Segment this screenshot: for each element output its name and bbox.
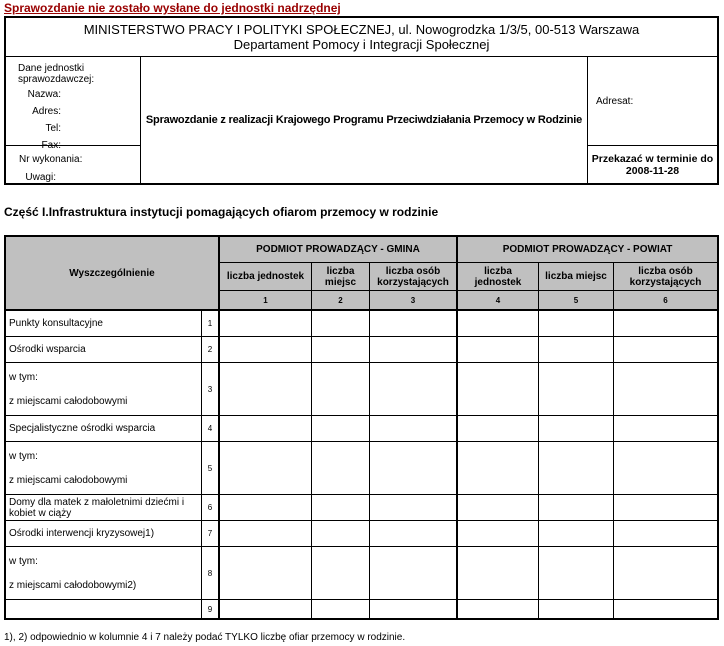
infrastructure-table	[4, 235, 719, 620]
data-cell[interactable]	[458, 311, 539, 337]
column-number-1: 1	[220, 291, 312, 309]
data-cell[interactable]	[539, 547, 614, 600]
table-row	[6, 311, 717, 337]
data-cell[interactable]	[220, 416, 312, 442]
row-number: 3	[202, 363, 220, 416]
status-banner: Sprawozdanie nie zostało wysłane do jednostki nadrzędnej	[4, 1, 341, 15]
data-cell[interactable]	[312, 547, 370, 600]
row-label: Ośrodki wsparcia	[6, 337, 202, 363]
subcol-gmina-miejsca: liczba miejsc	[312, 263, 370, 290]
footnote: 1), 2) odpowiednio w kolumnie 4 i 7 należy podać TYLKO liczbę ofiar przemocy w rodzinie.	[4, 632, 406, 643]
data-cell[interactable]	[370, 521, 458, 547]
addressee-label: Adresat:	[596, 95, 634, 107]
row-number: 9	[202, 600, 220, 618]
column-number-6: 6	[663, 295, 668, 305]
data-cell[interactable]	[370, 416, 458, 442]
row-label: w tym: z miejscami całodobowymi	[6, 363, 202, 416]
table-row	[6, 600, 717, 618]
data-cell[interactable]	[539, 416, 614, 442]
data-cell[interactable]	[312, 311, 370, 337]
execution-cell	[6, 146, 140, 183]
row-label: w tym: z miejscami całodobowymi2)	[6, 547, 202, 600]
field-label-nazwa: Nazwa:	[27, 89, 61, 100]
report-title: Sprawozdanie z realizacji Krajowego Programu Przeciwdziałania Przemocy w Rodzinie	[145, 114, 583, 126]
data-cell[interactable]	[370, 600, 458, 618]
table-body	[6, 311, 717, 618]
field-label-fax: Fax:	[41, 140, 61, 151]
table-row	[6, 442, 717, 495]
data-cell[interactable]	[312, 337, 370, 363]
data-cell[interactable]	[458, 495, 539, 521]
data-cell[interactable]	[614, 442, 717, 495]
table-row	[6, 521, 717, 547]
field-label-tel: Tel:	[45, 123, 61, 134]
row-number: 7	[202, 521, 220, 547]
reporting-unit-cell	[6, 57, 140, 151]
row-label: Punkty konsultacyjne	[6, 311, 202, 337]
data-cell[interactable]	[370, 311, 458, 337]
data-cell[interactable]	[458, 416, 539, 442]
data-cell[interactable]	[614, 337, 717, 363]
column-number-5: 5	[539, 291, 614, 309]
section-title: Część I.Infrastruktura instytucji pomagających ofiarom przemocy w rodzinie	[4, 205, 439, 219]
data-cell[interactable]	[614, 521, 717, 547]
ministry-line2: Departament Pomocy i Integracji Społecznej	[233, 37, 490, 52]
subcol-powiat-jednostki: liczba jednostek	[458, 263, 539, 290]
data-cell[interactable]	[614, 600, 717, 618]
data-cell[interactable]	[220, 442, 312, 495]
column-number-2: 2	[312, 291, 370, 309]
row-number: 8	[202, 547, 220, 600]
data-cell[interactable]	[312, 363, 370, 416]
data-cell[interactable]	[458, 521, 539, 547]
addressee-column	[587, 57, 717, 183]
data-cell[interactable]	[312, 600, 370, 618]
data-cell[interactable]	[220, 600, 312, 618]
ministry-line1: MINISTERSTWO PRACY I POLITYKI SPOŁECZNEJ, ul. Nowogrodzka 1/3/5, 00-513 Warszawa	[83, 22, 640, 37]
data-cell[interactable]	[370, 495, 458, 521]
table-header	[6, 237, 717, 311]
data-cell[interactable]	[614, 547, 717, 600]
data-cell[interactable]	[370, 442, 458, 495]
data-cell[interactable]	[370, 547, 458, 600]
deadline-line1: Przekazać w terminie do	[591, 152, 714, 165]
field-label-adres: Adres:	[32, 106, 61, 117]
column-number-3: 3	[370, 291, 458, 309]
data-cell[interactable]	[458, 363, 539, 416]
data-cell[interactable]	[539, 600, 614, 618]
header-info-area	[6, 57, 717, 183]
row-label	[6, 600, 202, 618]
data-cell[interactable]	[220, 337, 312, 363]
data-cell[interactable]	[539, 495, 614, 521]
data-cell[interactable]	[539, 363, 614, 416]
addressee-cell	[588, 57, 717, 146]
data-cell[interactable]	[614, 363, 717, 416]
table-row	[6, 363, 717, 416]
data-cell[interactable]	[539, 442, 614, 495]
deadline-line2: 2008-11-28	[625, 164, 680, 177]
reporting-unit-title: Dane jednostki sprawozdawczej:	[18, 63, 95, 85]
data-cell[interactable]	[220, 521, 312, 547]
row-label: Specjalistyczne ośrodki wsparcia	[6, 416, 202, 442]
data-cell[interactable]	[220, 363, 312, 416]
column-header-wyszczegolnienie: Wyszczególnienie	[6, 237, 220, 309]
data-cell[interactable]	[614, 311, 717, 337]
row-label: Domy dla matek z małoletnimi dziećmi i kobiet w ciąży	[6, 495, 202, 521]
data-cell[interactable]	[220, 311, 312, 337]
reporting-unit-column	[6, 57, 141, 183]
subcol-powiat-osoby: liczba osób korzystających	[629, 265, 702, 288]
subcol-gmina-jednostki: liczba jednostek	[220, 263, 312, 290]
data-cell[interactable]	[458, 442, 539, 495]
row-label: Ośrodki interwencji kryzysowej1)	[6, 521, 202, 547]
group-header-powiat: PODMIOT PROWADZĄCY - POWIAT	[502, 244, 673, 255]
field-label-uwagi: Uwagi:	[25, 172, 56, 183]
subcol-powiat-miejsca: liczba miejsc	[539, 263, 614, 290]
data-cell[interactable]	[312, 521, 370, 547]
group-header-gmina: PODMIOT PROWADZĄCY - GMINA	[220, 237, 458, 262]
data-cell[interactable]	[312, 495, 370, 521]
data-cell[interactable]	[539, 521, 614, 547]
row-number: 6	[202, 495, 220, 521]
data-cell[interactable]	[539, 311, 614, 337]
data-cell[interactable]	[539, 337, 614, 363]
table-row	[6, 337, 717, 363]
data-cell[interactable]	[614, 495, 717, 521]
data-cell[interactable]	[458, 600, 539, 618]
field-label-nr-wykonania: Nr wykonania:	[19, 154, 83, 165]
data-cell[interactable]	[220, 495, 312, 521]
data-cell[interactable]	[458, 337, 539, 363]
data-cell[interactable]	[312, 416, 370, 442]
row-number: 2	[202, 337, 220, 363]
data-cell[interactable]	[220, 547, 312, 600]
column-number-4: 4	[458, 291, 539, 309]
form-header-box	[4, 16, 719, 185]
data-cell[interactable]	[370, 337, 458, 363]
data-cell[interactable]	[458, 547, 539, 600]
data-cell[interactable]	[312, 442, 370, 495]
row-label: w tym: z miejscami całodobowymi	[6, 442, 202, 495]
row-number: 4	[202, 416, 220, 442]
table-row	[6, 416, 717, 442]
deadline-cell	[588, 146, 717, 183]
table-row	[6, 547, 717, 600]
data-cell[interactable]	[370, 363, 458, 416]
subcol-gmina-osoby: liczba osób korzystających	[370, 263, 458, 290]
table-row	[6, 495, 717, 521]
ministry-header	[6, 18, 717, 57]
row-number: 5	[202, 442, 220, 495]
row-number: 1	[202, 311, 220, 337]
data-cell[interactable]	[614, 416, 717, 442]
